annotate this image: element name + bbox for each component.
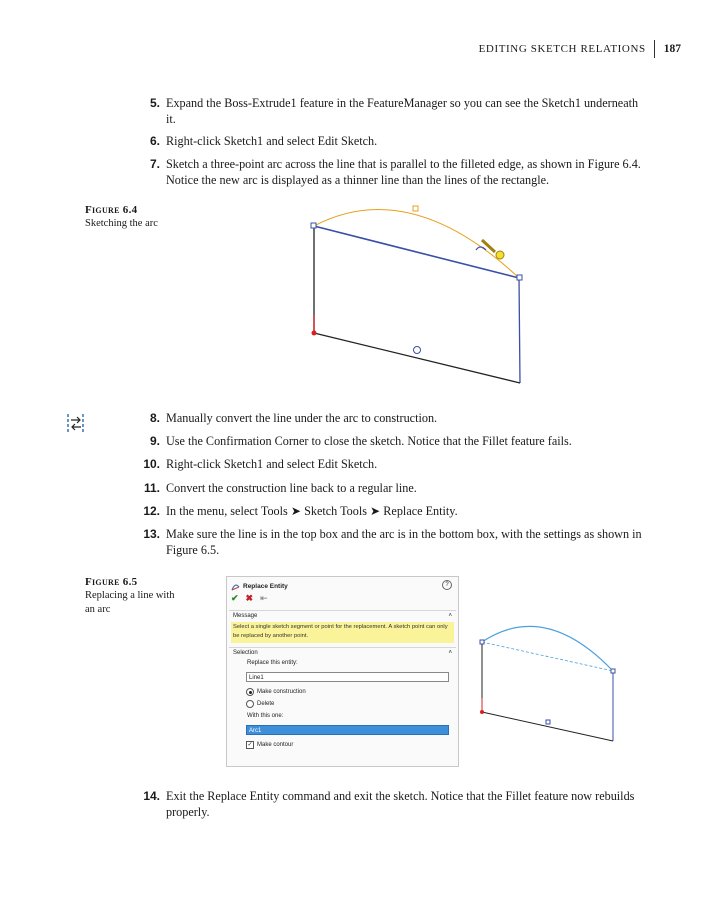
step-text: In the menu, select Tools ➤ Sketch Tools ➤ Replace Entity.	[166, 504, 458, 518]
step-text: Expand the Boss-Extrude1 feature in the FeatureManager so you can see the Sketch1 underneath it.	[166, 96, 639, 126]
running-head-title: EDITING SKETCH RELATIONS	[478, 43, 646, 55]
panel-actions	[231, 593, 268, 603]
replacement-entity-input[interactable]: Arc1	[246, 725, 449, 735]
replace-entity-panel	[226, 576, 459, 767]
arc-midpoint-handle	[413, 206, 418, 211]
step-text: Exit the Replace Entity command and exit the sketch. Notice that the Fillet feature now rebuilds properly.	[166, 789, 635, 819]
with-this-one-label: With this one:	[247, 713, 284, 719]
header-divider	[654, 40, 655, 58]
replace-entity-input[interactable]: Line1	[246, 672, 449, 682]
radio-selected-icon	[246, 688, 254, 696]
figure-6-4-caption	[85, 203, 175, 231]
step-text: Sketch a three-point arc across the line that is parallel to the filleted edge, as shown in Figure 6.4. Notice the new arc is displayed as a thinner line than the lines of the rectangle.	[166, 157, 641, 187]
figure-caption-text: Sketching the arc	[85, 218, 158, 229]
step-number: 12.	[143, 504, 160, 518]
bottom-line	[314, 333, 520, 383]
figure-label: Figure 6.4	[85, 204, 138, 216]
figure-6-4-sketch	[300, 198, 535, 393]
step-number: 5.	[149, 96, 160, 110]
endpoint-handle	[311, 223, 316, 228]
construction-toggle-icon	[66, 413, 86, 435]
figure-6-5-sketch	[475, 618, 620, 748]
make-construction-radio[interactable]	[246, 688, 306, 696]
arc-endpoint-snap	[496, 251, 504, 259]
figure-label: Figure 6.5	[85, 576, 138, 588]
endpoint-handle	[517, 275, 522, 280]
replacement-arc	[482, 626, 613, 671]
figure-6-5-caption	[85, 575, 175, 617]
section-title: Message	[233, 613, 258, 619]
step-text: Convert the construction line back to a regular line.	[166, 481, 417, 495]
bottom-line	[482, 712, 613, 741]
section-title: Selection	[233, 650, 258, 656]
replace-entity-icon	[231, 582, 240, 591]
cancel-x-icon[interactable]: ✖	[245, 593, 254, 603]
replace-entity-label: Replace this entity:	[247, 660, 298, 666]
pushpin-icon[interactable]: ⇤	[260, 593, 268, 603]
step-text: Right-click Sketch1 and select Edit Sketch.	[166, 457, 378, 471]
collapse-chevron-icon[interactable]: ˄	[448, 613, 452, 619]
radio-label: Make construction	[257, 689, 306, 695]
step-text: Right-click Sketch1 and select Edit Sketch.	[166, 134, 378, 148]
step-number: 10.	[143, 457, 160, 471]
running-header	[479, 40, 681, 58]
collapse-chevron-icon[interactable]: ˄	[448, 650, 452, 656]
relation-icon	[546, 720, 550, 724]
endpoint-handle	[611, 669, 615, 673]
step-number: 13.	[143, 527, 160, 541]
relation-icon	[414, 347, 421, 354]
delete-radio[interactable]	[246, 700, 274, 708]
ok-check-icon[interactable]: ✔	[231, 593, 239, 603]
page-number: 187	[663, 43, 681, 55]
panel-title-bar	[231, 580, 288, 592]
message-section-header[interactable]	[229, 610, 456, 621]
checkbox-label: Make contour	[257, 742, 294, 748]
help-icon[interactable]: ?	[442, 580, 452, 590]
step-number: 7.	[149, 157, 160, 171]
right-line	[519, 278, 520, 383]
step-text: Make sure the line is in the top box and the arc is in the bottom box, with the settings as shown in Figure 6.5.	[166, 527, 642, 557]
radio-label: Delete	[257, 701, 275, 707]
step-text: Manually convert the line under the arc to construction.	[166, 411, 438, 425]
message-box: Select a single sketch segment or point for the replacement. A sketch point can only be replaced by another point.	[231, 622, 454, 643]
radio-unselected-icon	[246, 700, 254, 708]
checkbox-checked-icon: ✓	[247, 742, 253, 748]
step-number: 9.	[149, 434, 160, 448]
endpoint-handle	[480, 640, 484, 644]
selection-section-header[interactable]	[229, 647, 456, 658]
step-number: 8.	[149, 411, 160, 425]
panel-title: Replace Entity	[243, 582, 288, 590]
step-number: 14.	[143, 789, 160, 803]
construction-line	[482, 642, 613, 671]
make-contour-checkbox[interactable]	[246, 741, 293, 749]
step-number: 6.	[149, 134, 160, 148]
pencil-cursor-icon	[476, 240, 495, 252]
step-text: Use the Confirmation Corner to close the sketch. Notice that the Fillet feature fails.	[166, 434, 572, 448]
step-number: 11.	[143, 481, 160, 495]
figure-caption-text: Replacing a line with an arc	[85, 590, 175, 615]
